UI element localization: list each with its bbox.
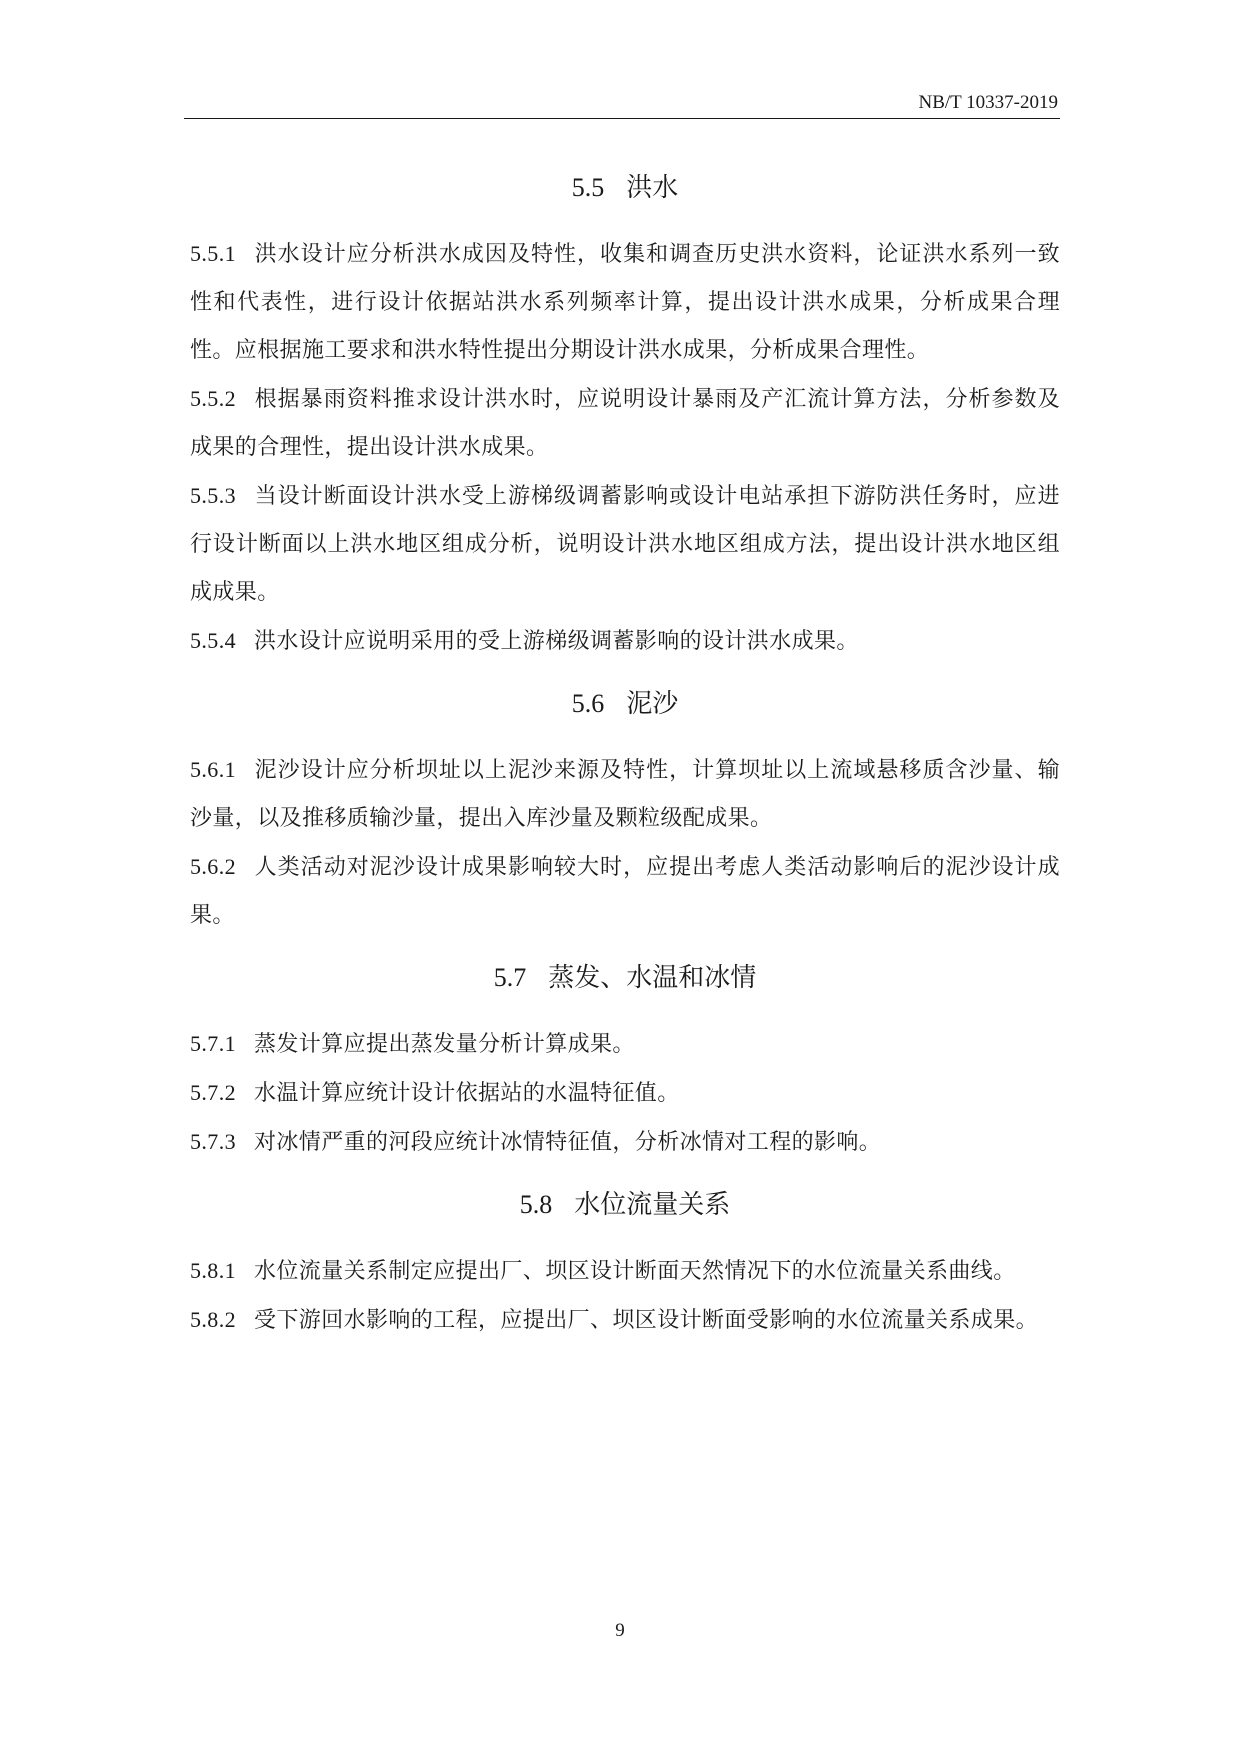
clause	[190, 472, 1060, 617]
clause-number: 5.5.3	[190, 483, 236, 508]
section-title	[190, 164, 1060, 212]
clause	[190, 1247, 1060, 1296]
clause	[190, 1069, 1060, 1118]
clause-text: 根据暴雨资料推求设计洪水时，应说明设计暴雨及产汇流计算方法，分析参数及成果的合理性，提出设计洪水成果。	[190, 387, 1060, 460]
section-title-text: 蒸发、水温和冰情	[548, 963, 757, 993]
standard-code: NB/T 10337-2019	[918, 92, 1058, 113]
section-title	[190, 1181, 1060, 1229]
section-title-text: 洪水	[626, 173, 679, 203]
clause-text: 人类活动对泥沙设计成果影响较大时，应提出考虑人类活动影响后的泥沙设计成果。	[190, 855, 1060, 928]
section-title-text: 水位流量关系	[574, 1190, 731, 1220]
section-number: 5.6	[571, 689, 605, 718]
clause	[190, 375, 1060, 472]
section-number: 5.5	[571, 173, 605, 202]
clause-number: 5.8.2	[190, 1307, 236, 1332]
clause-text: 洪水设计应分析洪水成因及特性，收集和调查历史洪水资料，论证洪水系列一致性和代表性，进行设计依据站洪水系列频率计算，提出设计洪水成果，分析成果合理性。应根据施工要求和洪水特性提出分期设计洪水成果，分析成果合理性。	[190, 242, 1060, 363]
page-number: 9	[615, 1620, 625, 1641]
clause	[190, 617, 1060, 666]
clause	[190, 843, 1060, 940]
clause-text: 对冰情严重的河段应统计冰情特征值，分析冰情对工程的影响。	[254, 1130, 882, 1155]
section-number: 5.8	[519, 1190, 553, 1219]
clause-number: 5.7.1	[190, 1031, 236, 1056]
section-5-5	[190, 164, 1060, 666]
section-title	[190, 954, 1060, 1002]
clause-number: 5.8.1	[190, 1258, 236, 1283]
section-number: 5.7	[493, 963, 527, 992]
clause-number: 5.5.4	[190, 628, 236, 653]
clause-number: 5.6.2	[190, 854, 236, 879]
clause-number: 5.7.3	[190, 1129, 236, 1154]
header-rule	[184, 118, 1060, 119]
clause-number: 5.6.1	[190, 757, 236, 782]
section-5-7	[190, 954, 1060, 1167]
clause-text: 洪水设计应说明采用的受上游梯级调蓄影响的设计洪水成果。	[254, 629, 859, 654]
clause-text: 受下游回水影响的工程，应提出厂、坝区设计断面受影响的水位流量关系成果。	[254, 1308, 1039, 1333]
section-5-8	[190, 1181, 1060, 1345]
clause	[190, 1020, 1060, 1069]
clause	[190, 1296, 1060, 1345]
section-5-6	[190, 680, 1060, 940]
page-content	[190, 150, 1060, 1345]
clause	[190, 746, 1060, 843]
clause-number: 5.7.2	[190, 1080, 236, 1105]
clause-text: 当设计断面设计洪水受上游梯级调蓄影响或设计电站承担下游防洪任务时，应进行设计断面以上洪水地区组成分析，说明设计洪水地区组成方法，提出设计洪水地区组成成果。	[190, 484, 1060, 605]
clause-text: 泥沙设计应分析坝址以上泥沙来源及特性，计算坝址以上流域悬移质含沙量、输沙量，以及推移质输沙量，提出入库沙量及颗粒级配成果。	[190, 758, 1060, 831]
clause-text: 蒸发计算应提出蒸发量分析计算成果。	[254, 1032, 635, 1057]
clause-number: 5.5.1	[190, 241, 236, 266]
clause-text: 水温计算应统计设计依据站的水温特征值。	[254, 1081, 680, 1106]
clause-text: 水位流量关系制定应提出厂、坝区设计断面天然情况下的水位流量关系曲线。	[254, 1259, 1016, 1284]
section-title-text: 泥沙	[626, 689, 679, 719]
clause	[190, 1118, 1060, 1167]
section-title	[190, 680, 1060, 728]
clause	[190, 230, 1060, 375]
clause-number: 5.5.2	[190, 386, 236, 411]
